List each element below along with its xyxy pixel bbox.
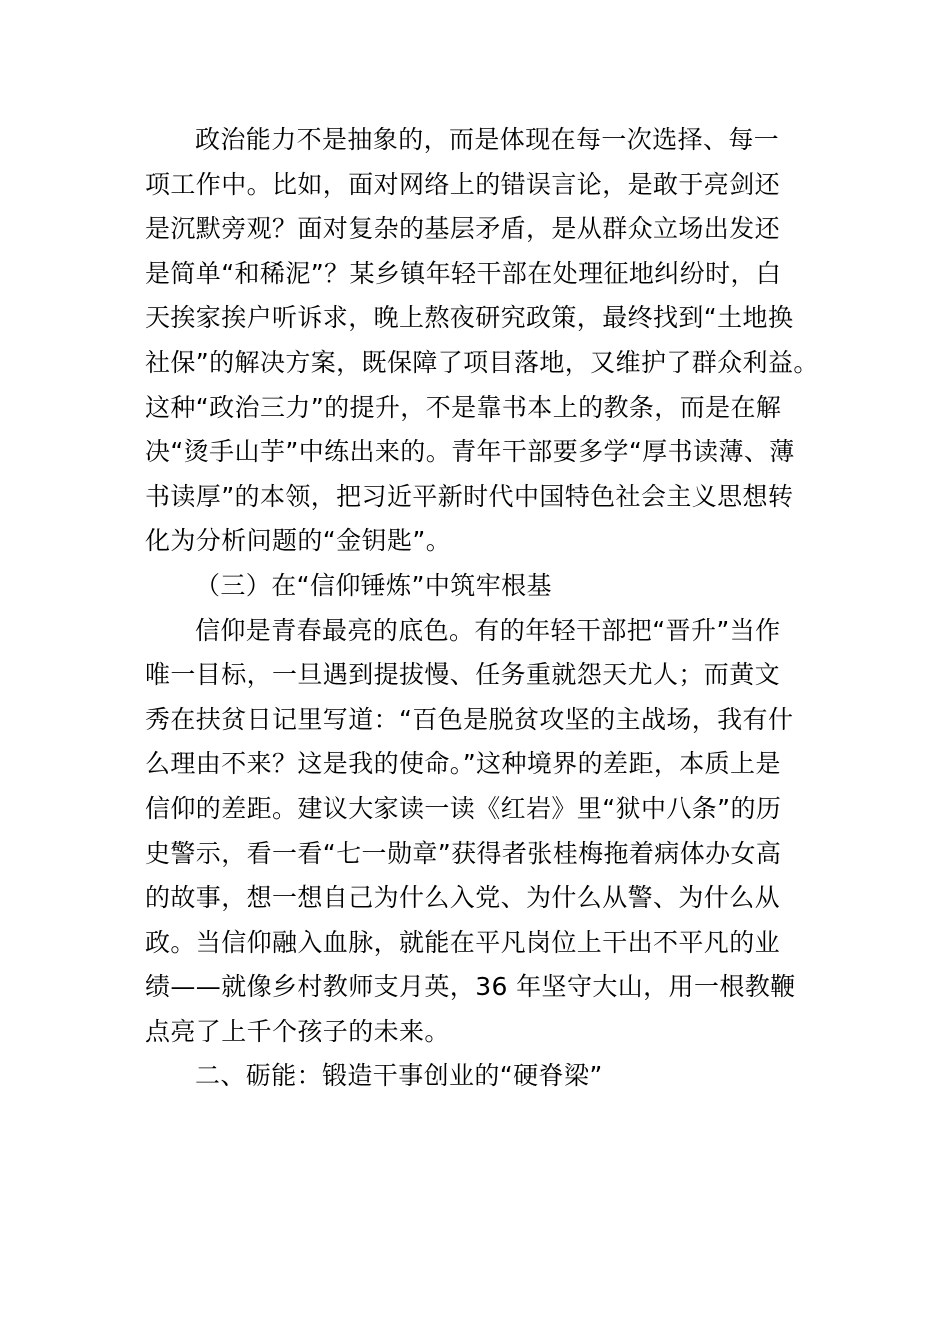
paragraph-line: 政治能力不是抽象的，而是体现在每一次选择、每一 — [195, 125, 780, 154]
paragraph-line: 书读厚”的本领，把习近平新时代中国特色社会主义思想转 — [145, 481, 794, 511]
paragraph-faith — [145, 609, 813, 1055]
paragraph-line: 么理由不来？这是我的使命。”这种境界的差距，本质上是 — [145, 749, 781, 779]
paragraph-line: 史警示，看一看“七一勋章”获得者张桂梅拖着病体办女高 — [145, 838, 782, 868]
section-heading-hone-ability: 二、砺能：锻造干事创业的“硬脊梁” — [195, 1061, 603, 1091]
paragraph-line: 是简单“和稀泥”？某乡镇年轻干部在处理征地纠纷时，白 — [145, 258, 782, 288]
paragraph-line: 信仰是青春最亮的底色。有的年轻干部把“晋升”当作 — [195, 615, 781, 645]
paragraph-line: 这种“政治三力”的提升，不是靠书本上的教条，而是在解 — [145, 392, 782, 422]
paragraph-line: 唯一目标，一旦遇到提拔慢、任务重就怨天尤人；而黄文 — [145, 660, 781, 690]
paragraph-line: 绩——就像乡村教师支月英，36 年坚守大山，用一根教鞭 — [145, 972, 796, 1002]
paragraph-line: 社保”的解决方案，既保障了项目落地，又维护了群众利益。 — [145, 347, 819, 377]
paragraph-line: 天挨家挨户听诉求，晚上熬夜研究政策，最终找到“土地换 — [145, 303, 794, 333]
paragraph-line: 是沉默旁观？面对复杂的基层矛盾，是从群众立场出发还 — [145, 214, 781, 244]
paragraph-line: 秀在扶贫日记里写道：“百色是脱贫攻坚的主战场，我有什 — [145, 704, 794, 734]
document-body — [145, 118, 819, 1099]
paragraph-line: 的故事，想一想自己为什么入党、为什么从警、为什么从 — [145, 883, 781, 913]
paragraph-line: 政。当信仰融入血脉，就能在平凡岗位上干出不平凡的业 — [145, 927, 781, 957]
subheading-faith-tempering: （三）在“信仰锤炼”中筑牢根基 — [195, 570, 552, 600]
paragraph-line: 点亮了上千个孩子的未来。 — [145, 1016, 450, 1046]
paragraph-line: 项工作中。比如，面对网络上的错误言论，是敢于亮剑还 — [145, 169, 781, 199]
paragraph-line: 化为分析问题的“金钥匙”。 — [145, 526, 452, 556]
paragraph-line: 信仰的差距。建议大家读一读《红岩》里“狱中八条”的历 — [145, 793, 782, 823]
paragraph-line: 决“烫手山芋”中练出来的。青年干部要多学“厚书读薄、薄 — [145, 437, 795, 467]
paragraph-political-ability — [145, 118, 819, 564]
